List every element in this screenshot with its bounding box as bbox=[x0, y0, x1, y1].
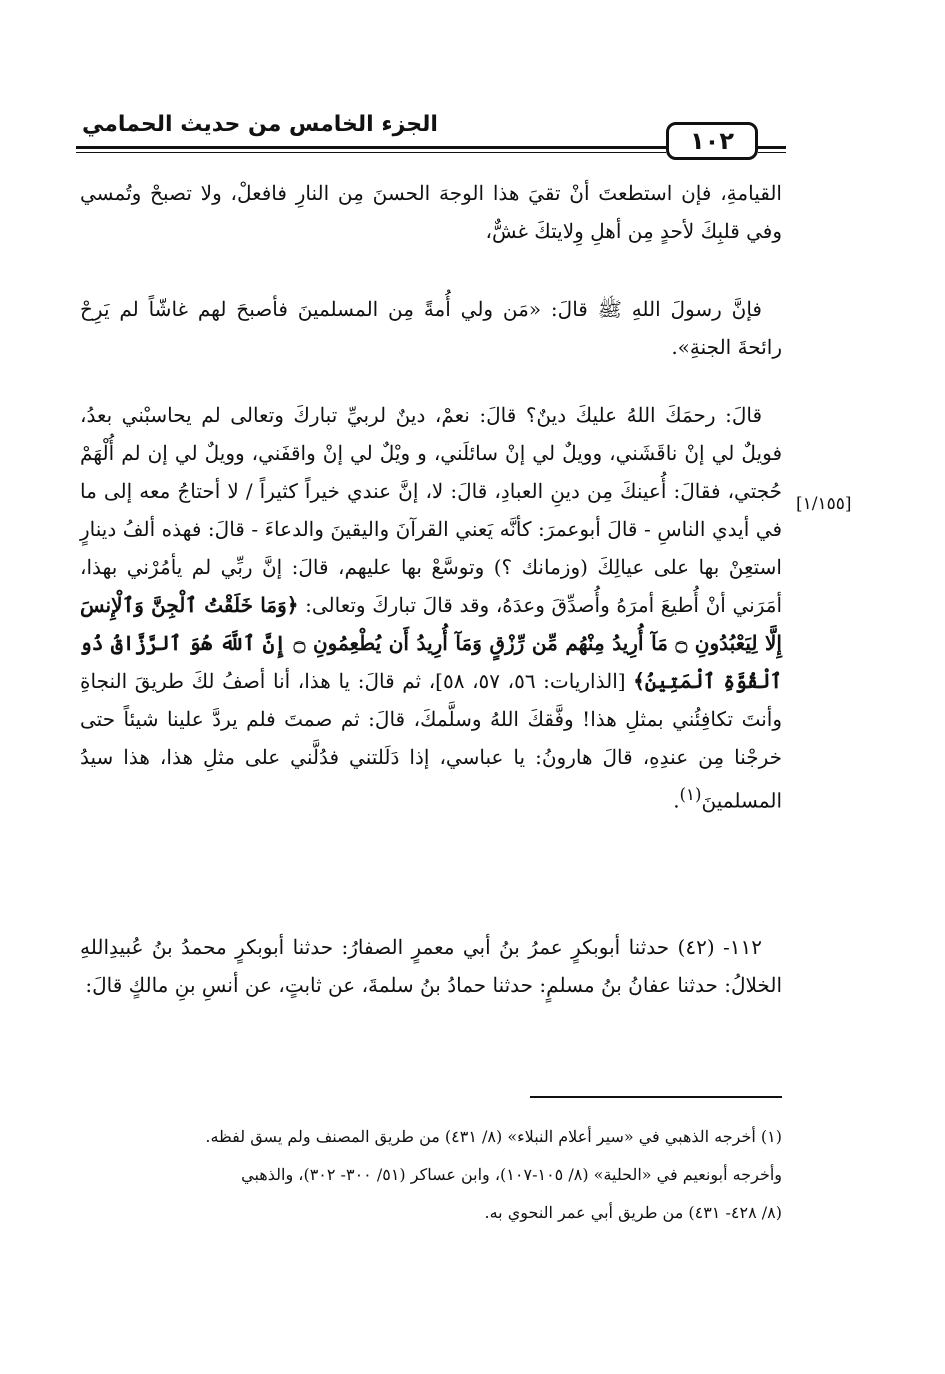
page-number: ١٠٢ bbox=[666, 122, 758, 160]
paragraph-3-continuation: [الذاريات: ٥٦، ٥٧، ٥٨]، ثم قالَ: يا هذا، أنا أصفُ لكَ طريقَ النجاةِ وأنتَ تكافِئُني بمثلِ هذا! وفَّقكَ اللهُ وسلَّمكَ، قالَ: ثم صمتَ فلم يردَّ علينا شيئاً حتى خرجْنا مِن عندِهِ، قالَ هارونُ: يا عباسي، إذا دَلَلتني فدُلَّني على مثلِ هذا، هذا سيدُ المسلمينَ bbox=[80, 669, 782, 813]
running-header bbox=[76, 108, 786, 168]
header-rule-thick bbox=[76, 146, 666, 149]
quran-verse: ﴿وَمَا خَلَقْتُ ٱلْجِنَّ وَٱلْإِنسَ إِلَّا لِيَعْبُدُونِ ۝ مَآ أُرِيدُ مِنْهُم مِّن رِّزْقٍ وَمَآ أُرِيدُ أَن يُطْعِمُونِ ۝ إِنَّ ٱللَّهَ هُوَ ٱلرَّزَّاقُ ذُو ٱلْقُوَّةِ ٱلْمَتِينُ﴾ bbox=[80, 593, 783, 693]
footnote-line-1: (١) أخرجه الذهبي في «سير أعلام النبلاء» (٨/ ٤٣١) من طريق المصنف ولم يسق لفظه. bbox=[205, 1127, 782, 1146]
footnote-line-2: وأخرجه أبونعيم في «الحلية» (٨/ ١٠٥-١٠٧)، وابن عساكر (٥١/ ٣٠٠- ٣٠٢)، والذهبي bbox=[241, 1165, 782, 1184]
running-title: الجزء الخامس من حديث الحمامي bbox=[82, 112, 438, 137]
footnote-separator bbox=[530, 1096, 782, 1098]
footnote-line-3: (٨/ ٤٢٨- ٤٣١) من طريق أبي عمر النحوي به. bbox=[484, 1203, 782, 1222]
header-rule-tail-thin bbox=[758, 152, 786, 153]
paragraph-3-text: قالَ: رحمَكَ اللهُ عليكَ دينٌ؟ قالَ: نعمْ، دينٌ لربيِّ تباركَ وتعالى لم يحاسبْني بعدُ، فويلٌ لي إنْ ناقَشَني، وويلٌ لي إنْ سائلَني، و ويْلٌ لي إنْ واقفَني، وويلٌ لي إن لم أُلْهَمْ حُجتي، فقالَ: أُعينكَ مِن دينِ العبادِ، قالَ: لا، إنَّ عندي خيراً كثيراً / لا أحتاجُ معه إلى ما في أيدي الناسِ - قالَ أبوعمرَ: كأنَّه يَعني القرآنَ واليقينَ والدعاءَ - قالَ: فهذه ألفُ دينارٍ استعِنْ بها على عيالِكَ (وزمانك ؟) وتوسَّعْ بها عليهم، قالَ: إنَّ ربِّي لم يأمُرْني بهذا، أمَرَني أنْ أُطيعَ أمرَهُ وأُصدِّقَ وعدَهُ، وقد قالَ تباركَ وتعالى: bbox=[80, 403, 783, 617]
paragraph-3 bbox=[80, 396, 782, 820]
paragraph-2-hadith: فإنَّ رسولَ اللهِ ﷺ قالَ: «مَن ولي أُمةً مِن المسلمينَ فأصبحَ لهم غاشّاً لم يَرِحْ رائحةَ الجنةِ». bbox=[80, 297, 782, 359]
paragraph-3-end: . bbox=[673, 788, 680, 813]
paragraph-1: القيامةِ، فإن استطعتَ أنْ تقيَ هذا الوجهَ الحسنَ مِن النارِ فافعلْ، ولا تصبحْ وتُمسي وفي قلبِكَ لأحدٍ مِن أهلِ وِلايتكَ غشٌّ، bbox=[80, 181, 782, 243]
footnotes bbox=[80, 1118, 782, 1232]
manuscript-folio-ref: [١/١٥٥] bbox=[796, 494, 852, 514]
footnote-ref: (١) bbox=[679, 785, 702, 804]
paragraph-4-isnad: ١١٢- (٤٢) حدثنا أبوبكرٍ عمرُ بنُ أبي معمرٍ الصفارُ: حدثنا أبوبكرٍ محمدُ بنُ عُبيدِاللهِ الخلالُ: حدثنا عفانُ بنُ مسلمٍ: حدثنا حمادُ بنُ سلمةَ، عن ثابتٍ، عن أنسِ بنِ مالكٍ قالَ: bbox=[80, 935, 782, 997]
header-rule-thin bbox=[76, 152, 666, 153]
header-rule-tail-thick bbox=[758, 146, 786, 149]
